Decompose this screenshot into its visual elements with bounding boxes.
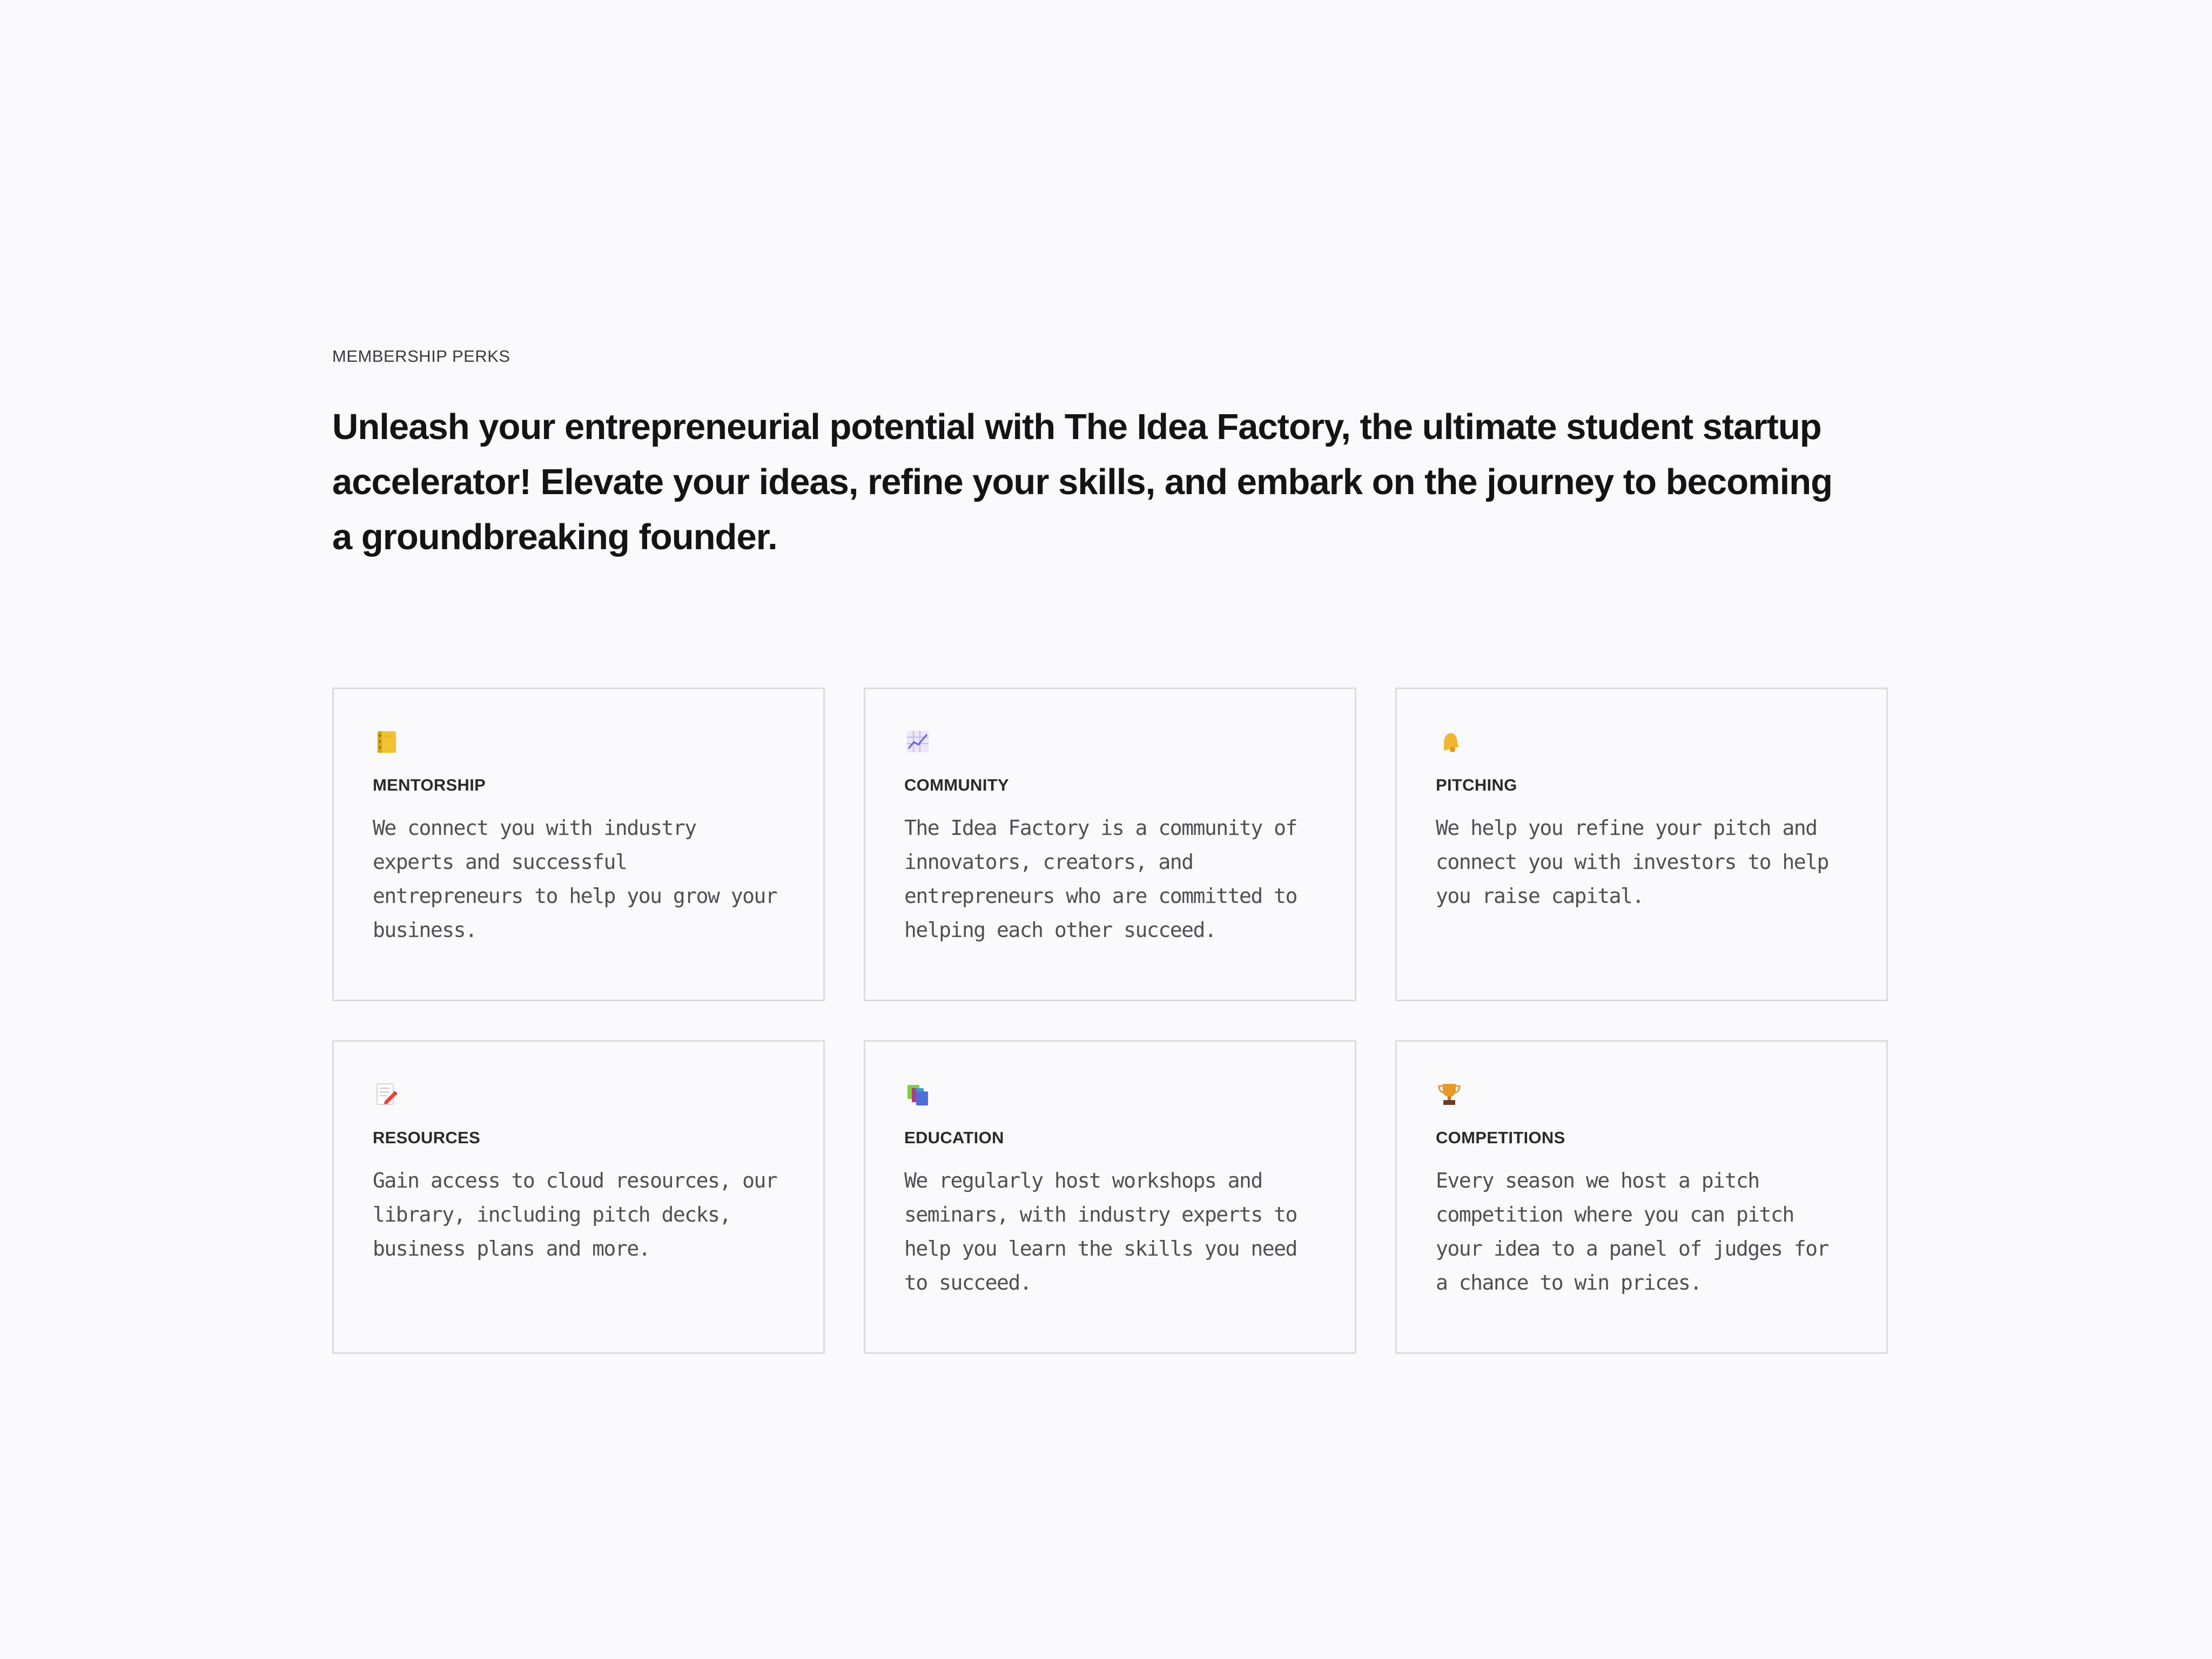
perk-title: COMPETITIONS [1436,1128,1565,1147]
chart-increasing-icon [904,728,931,755]
perk-card-resources [332,1040,825,1354]
perk-title: COMMUNITY [904,775,1009,794]
perk-title: RESOURCES [373,1128,481,1147]
perk-card-education [864,1040,1356,1354]
section-headline: Unleash your entrepreneurial potential with The Idea Factory, the ultimate student startup accelerator! Elevate your ideas, refine your skills, and embark on the journey to becoming a groundbreaking founder. [332,407,1833,557]
perk-description: We help you refine your pitch and connect you with investors to help you raise capital. [1436,816,1828,908]
perk-card-mentorship [332,687,825,1001]
perk-description: We connect you with industry experts and successful entrepreneurs to help you grow your business. [373,816,777,942]
bell-icon [1436,728,1463,755]
perk-description: Every season we host a pitch competition where you can pitch your idea to a panel of judges for a chance to win prices. [1436,1169,1828,1294]
trophy-icon [1436,1081,1463,1108]
perk-title: EDUCATION [904,1128,1004,1147]
perk-title: MENTORSHIP [373,775,486,794]
perk-description: Gain access to cloud resources, our library, including pitch decks, business plans and more. [373,1169,777,1260]
membership-perks-section [332,346,1888,565]
perk-card-community [864,687,1356,1001]
section-eyebrow: MEMBERSHIP PERKS [332,347,510,366]
perk-description: We regularly host workshops and seminars, with industry experts to help you learn the skills you need to succeed. [904,1169,1297,1294]
memo-icon [373,1081,400,1108]
perk-description: The Idea Factory is a community of innovators, creators, and entrepreneurs who are committed to helping each other succeed. [904,816,1297,942]
books-icon [904,1081,931,1108]
perk-card-competitions [1395,1040,1888,1354]
perk-title: PITCHING [1436,775,1517,794]
notebook-icon [373,728,400,755]
perk-card-pitching [1395,687,1888,1001]
perks-grid [332,687,1889,1354]
